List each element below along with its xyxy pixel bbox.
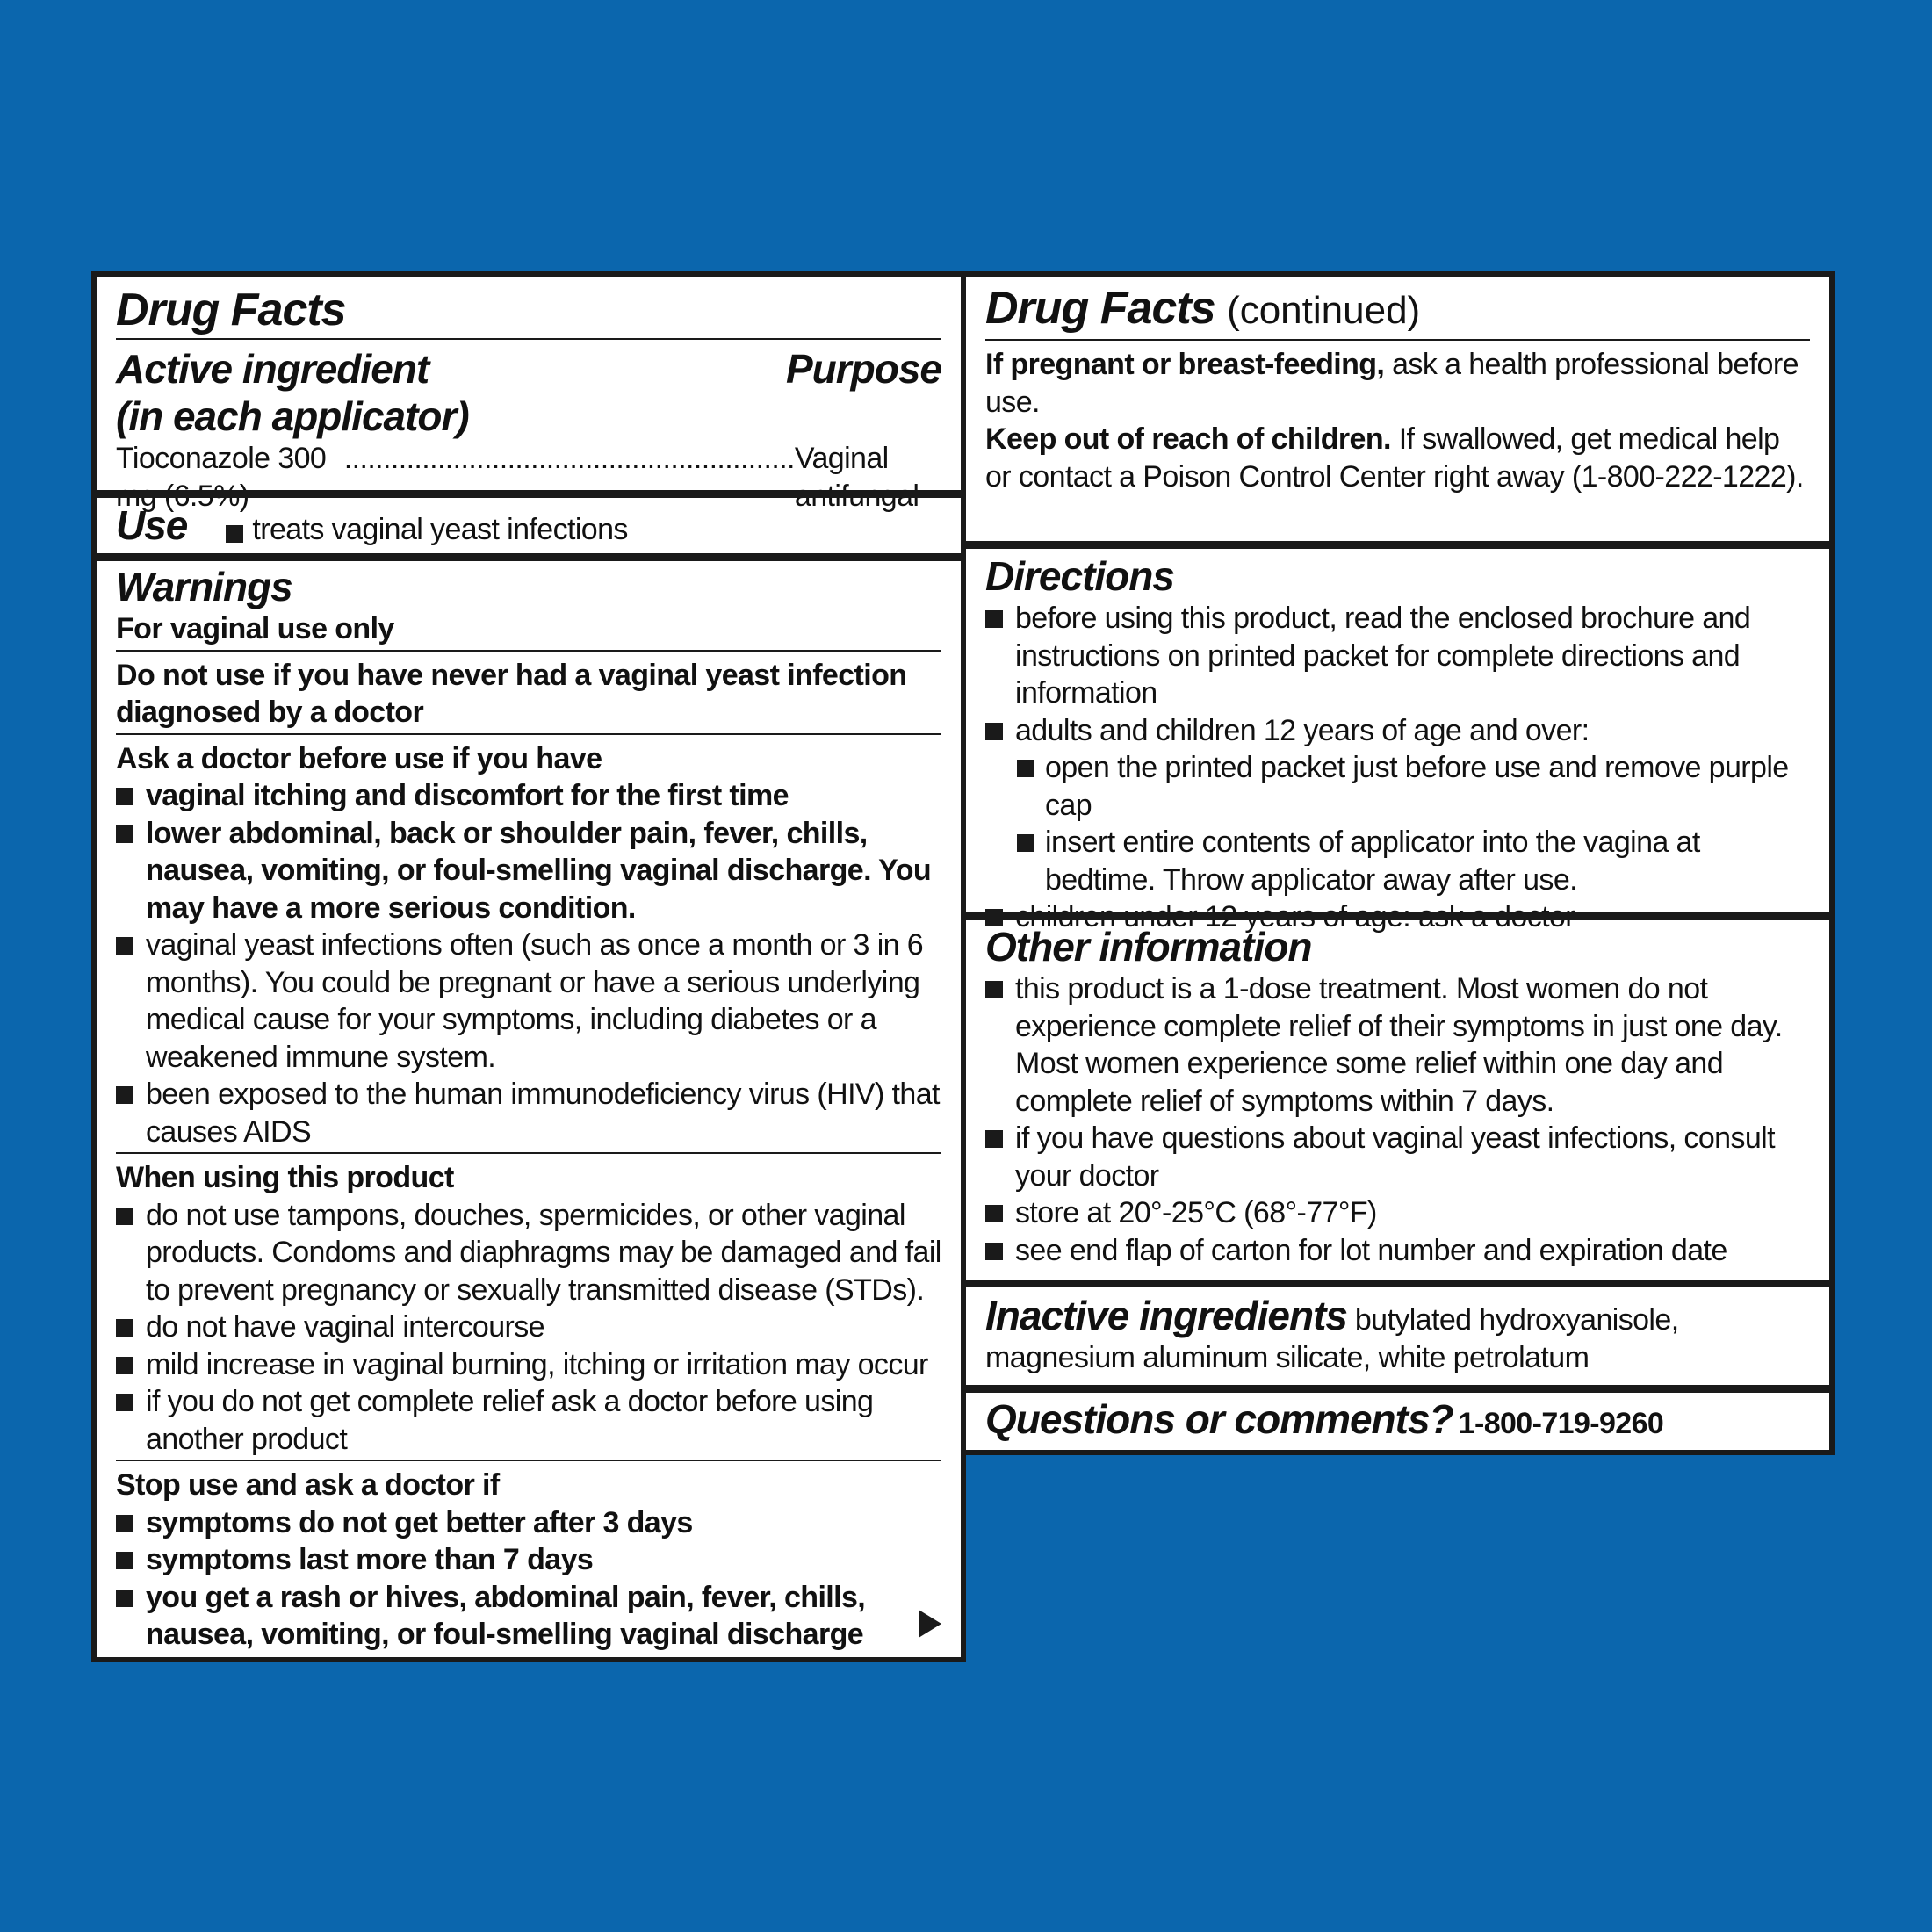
questions-section (985, 1395, 1810, 1443)
bullet-square-icon (985, 1130, 1003, 1148)
use-heading: Use (116, 502, 188, 548)
bullet-square-icon (116, 1086, 133, 1104)
bullet-square-icon (116, 825, 133, 843)
active-ingredient-heading: Active ingredient (116, 346, 429, 392)
questions-heading: Questions or comments? (985, 1396, 1453, 1442)
ingredient-purpose: Vaginal (794, 442, 889, 475)
list-item: you get a rash or hives, abdominal pain, fever, chills, nausea, vomiting, or foul-smelling vaginal discharge (116, 1579, 941, 1654)
section-separator (966, 1385, 1829, 1393)
divider (116, 1152, 941, 1154)
section-separator (966, 541, 1829, 549)
stop-use-heading: Stop use and ask a doctor if (116, 1468, 500, 1502)
list-item: see end flap of carton for lot number and expiration date (985, 1232, 1810, 1270)
bullet-square-icon (985, 1243, 1003, 1260)
keep-out-warning: Keep out of reach of children. If swallowed, get medical help or contact a Poison Control Center right away (1-800-222-1222). (985, 422, 1804, 494)
list-item: lower abdominal, back or shoulder pain, fever, chills, nausea, vomiting, or foul-smelling vaginal discharge. You may have a more serious condition. (116, 815, 941, 927)
purpose-heading: Purpose (785, 346, 941, 392)
bullet-square-icon (116, 1357, 133, 1374)
divider (116, 338, 941, 340)
bullet-square-icon (116, 1552, 133, 1569)
continue-arrow-icon (919, 1610, 941, 1638)
use-item: treats vaginal yeast infections (252, 513, 628, 546)
bullet-square-icon (985, 723, 1003, 740)
directions-heading: Directions (985, 553, 1174, 599)
sub-list-item: open the printed packet just before use and remove purple cap (985, 749, 1810, 824)
list-item: this product is a 1-dose treatment. Most women do not experience complete relief of their symptoms in just one day. Most women experience some relief within one day and complete relief of symptoms within 7 days. (985, 970, 1810, 1120)
list-item: symptoms do not get better after 3 days (116, 1504, 941, 1542)
bullet-square-icon (116, 937, 133, 955)
other-information-section (985, 923, 1810, 1269)
bullet-square-icon (985, 1205, 1003, 1222)
continued-label: (continued) (1227, 289, 1421, 332)
list-item: do not have vaginal intercourse (116, 1308, 941, 1346)
use-section (116, 501, 941, 549)
do-not-use-warning: Do not use if you have never had a vaginal yeast infection diagnosed by a doctor (116, 658, 907, 729)
divider (116, 1460, 941, 1461)
list-item: if you have questions about vaginal yeast infections, consult your doctor (985, 1120, 1810, 1194)
continued-section (985, 282, 1810, 495)
ingredient-name: Tioconazole 300 (116, 442, 327, 475)
inactive-ingredients-list: butylated hydroxyanisole, magnesium aluminum silicate, white petrolatum (985, 1303, 1679, 1374)
divider (116, 650, 941, 652)
active-ingredient-subheading: (in each applicator) (116, 393, 469, 439)
drug-facts-continued-title (985, 282, 1810, 337)
divider (116, 733, 941, 735)
active-ingredient-header (116, 345, 941, 440)
vaginal-use-only: For vaginal use only (116, 612, 394, 645)
bullet-square-icon (985, 981, 1003, 998)
bullet-square-icon (1017, 834, 1034, 852)
inactive-ingredients-heading: Inactive ingredients (985, 1293, 1348, 1338)
other-information-heading: Other information (985, 924, 1312, 970)
list-item: mild increase in vaginal burning, itching or irritation may occur (116, 1346, 941, 1384)
bullet-square-icon (116, 1515, 133, 1532)
bullet-square-icon (116, 1319, 133, 1337)
leader-dots: .......................................................... (343, 442, 795, 475)
drug-facts-title: Drug Facts (116, 285, 346, 335)
list-item: vaginal yeast infections often (such as once a month or 3 in 6 months). You could be pregnant or have a serious underlying medical cause for your symptoms, including diabetes or a weakened immune system. (116, 926, 941, 1076)
drug-facts-left-panel (91, 271, 966, 1662)
drug-facts-right-panel (961, 271, 1835, 1455)
questions-phone: 1-800-719-9260 (1458, 1407, 1664, 1440)
when-using-heading: When using this product (116, 1161, 454, 1194)
ask-doctor-heading: Ask a doctor before use if you have (116, 741, 602, 775)
warnings-section (116, 563, 941, 1654)
list-item: been exposed to the human immunodeficiency virus (HIV) that causes AIDS (116, 1076, 941, 1150)
bullet-square-icon (1017, 760, 1034, 777)
section-separator (97, 553, 961, 561)
directions-section (985, 552, 1810, 936)
warnings-heading: Warnings (116, 564, 292, 609)
inactive-ingredients-section (985, 1292, 1810, 1377)
sub-list-item: insert entire contents of applicator into the vagina at bedtime. Throw applicator away after use. (985, 824, 1810, 898)
divider (985, 339, 1810, 341)
section-separator (966, 1280, 1829, 1287)
active-ingredient-section (116, 284, 941, 515)
bullet-square-icon (116, 1394, 133, 1411)
list-item: store at 20°-25°C (68°-77°F) (985, 1194, 1810, 1232)
section-separator (966, 912, 1829, 920)
drug-facts-title: Drug Facts (985, 283, 1215, 334)
section-separator (97, 490, 961, 498)
list-item: symptoms last more than 7 days (116, 1541, 941, 1579)
list-item: adults and children 12 years of age and over: (985, 712, 1810, 750)
pregnant-warning: If pregnant or breast-feeding, ask a health professional before use. (985, 348, 1799, 419)
bullet-square-icon (116, 788, 133, 805)
list-item: if you do not get complete relief ask a doctor before using another product (116, 1383, 941, 1458)
bullet-square-icon (116, 1590, 133, 1607)
bullet-square-icon (116, 1208, 133, 1225)
list-item: vaginal itching and discomfort for the first time (116, 777, 941, 815)
bullet-square-icon (226, 525, 243, 543)
list-item: before using this product, read the enclosed brochure and instructions on printed packet for complete directions and information (985, 600, 1810, 712)
list-item: do not use tampons, douches, spermicides, or other vaginal products. Condoms and diaphragms may be damaged and fail to prevent pregnancy or sexually transmitted disease (STDs). (116, 1197, 941, 1309)
bullet-square-icon (985, 610, 1003, 628)
